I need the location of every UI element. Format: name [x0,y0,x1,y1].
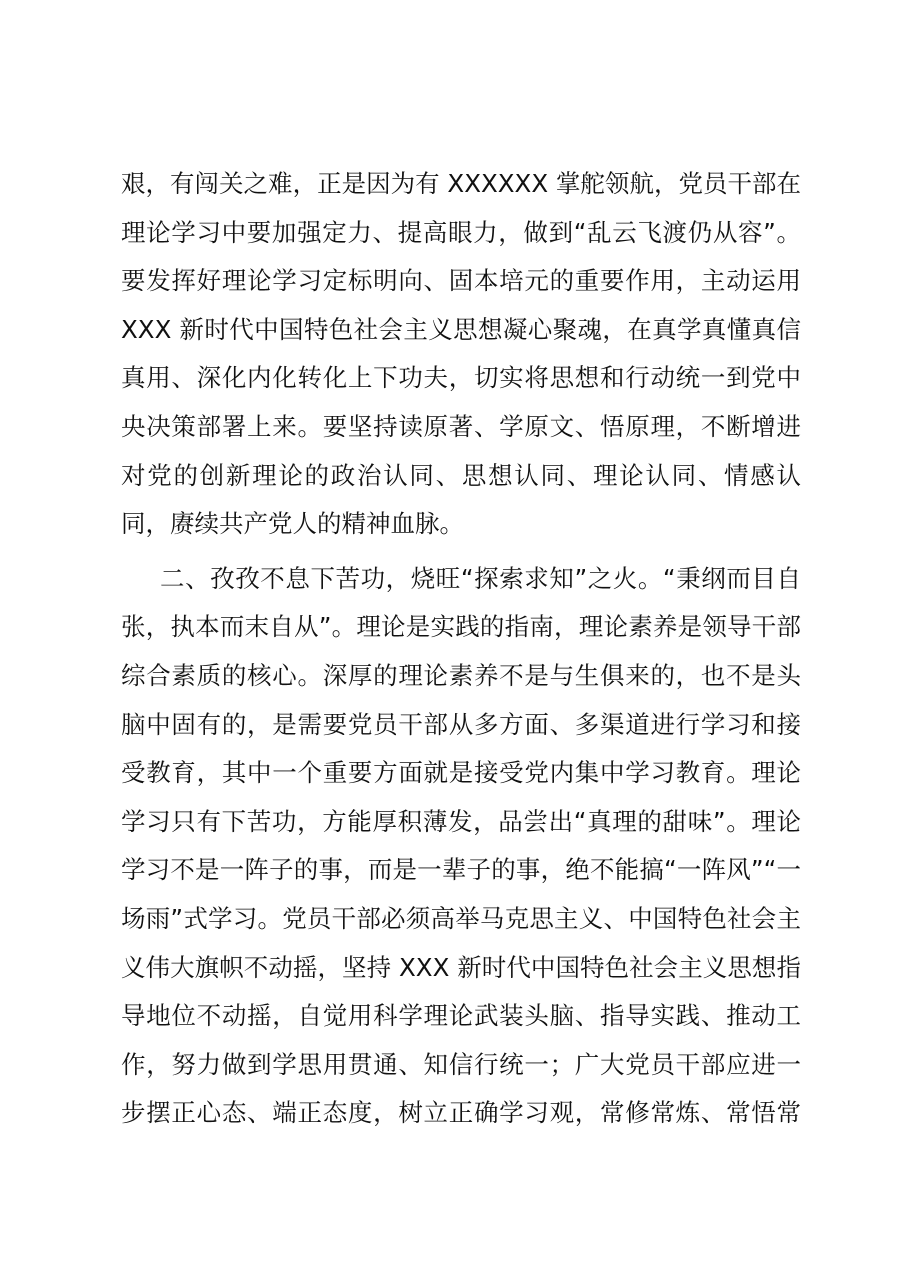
text-line: 同，赓续共产党人的精神血脉。 [121,509,464,539]
text-line: 综合素质的核心。深厚的理论素养不是与生俱来的，也不是头 [121,660,801,690]
text-line: 学习只有下苦功，方能厚积薄发，品尝出“真理的甜味”。理论 [121,806,801,836]
text-line: 学习不是一阵子的事，而是一辈子的事，绝不能搞“一阵风”“一 [121,855,801,885]
text-line: 要发挥好理论学习定标明向、固本培元的重要作用，主动运用 [121,266,801,296]
text-line: 央决策部署上来。要坚持读原著、学原文、悟原理，不断增进 [121,411,801,441]
text-line: 步摆正心态、端正态度，树立正确学习观，常修常炼、常悟常 [121,1098,801,1128]
text-line: 真用、深化内化转化上下功夫，切实将思想和行动统一到党中 [121,363,801,393]
text-line: 脑中固有的，是需要党员干部从多方面、多渠道进行学习和接 [121,709,801,739]
document-body [121,164,801,1142]
text-line: 张，执本而末自从”。理论是实践的指南，理论素养是领导干部 [121,612,801,642]
text-line: 受教育，其中一个重要方面就是接受党内集中学习教育。理论 [121,758,801,788]
paragraph-continuation [121,164,801,544]
text-line: 艰，有闯关之难，正是因为有 XXXXXX 掌舵领航，党员干部在 [121,169,801,198]
paragraph-section-two [121,559,801,1134]
text-line: 对党的创新理论的政治认同、思想认同、理论认同、情感认 [121,460,801,490]
text-line: 导地位不动摇，自觉用科学理论武装头脑、指导实践、推动工 [121,1001,801,1031]
text-line: 义伟大旗帜不动摇，坚持 XXX 新时代中国特色社会主义思想指 [121,952,801,982]
text-line: 作，努力做到学思用贯通、知信行统一；广大党员干部应进一 [121,1049,801,1079]
section-heading-line: 二、孜孜不息下苦功，烧旺“探索求知”之火。“秉纲而目自 [160,563,801,593]
text-line: 理论学习中要加强定力、提高眼力，做到“乱云飞渡仍从容”。 [121,217,801,247]
text-line: 场雨”式学习。党员干部必须高举马克思主义、中国特色社会主 [121,903,801,933]
text-line: XXX 新时代中国特色社会主义思想凝心聚魂，在真学真懂真信 [121,314,801,344]
